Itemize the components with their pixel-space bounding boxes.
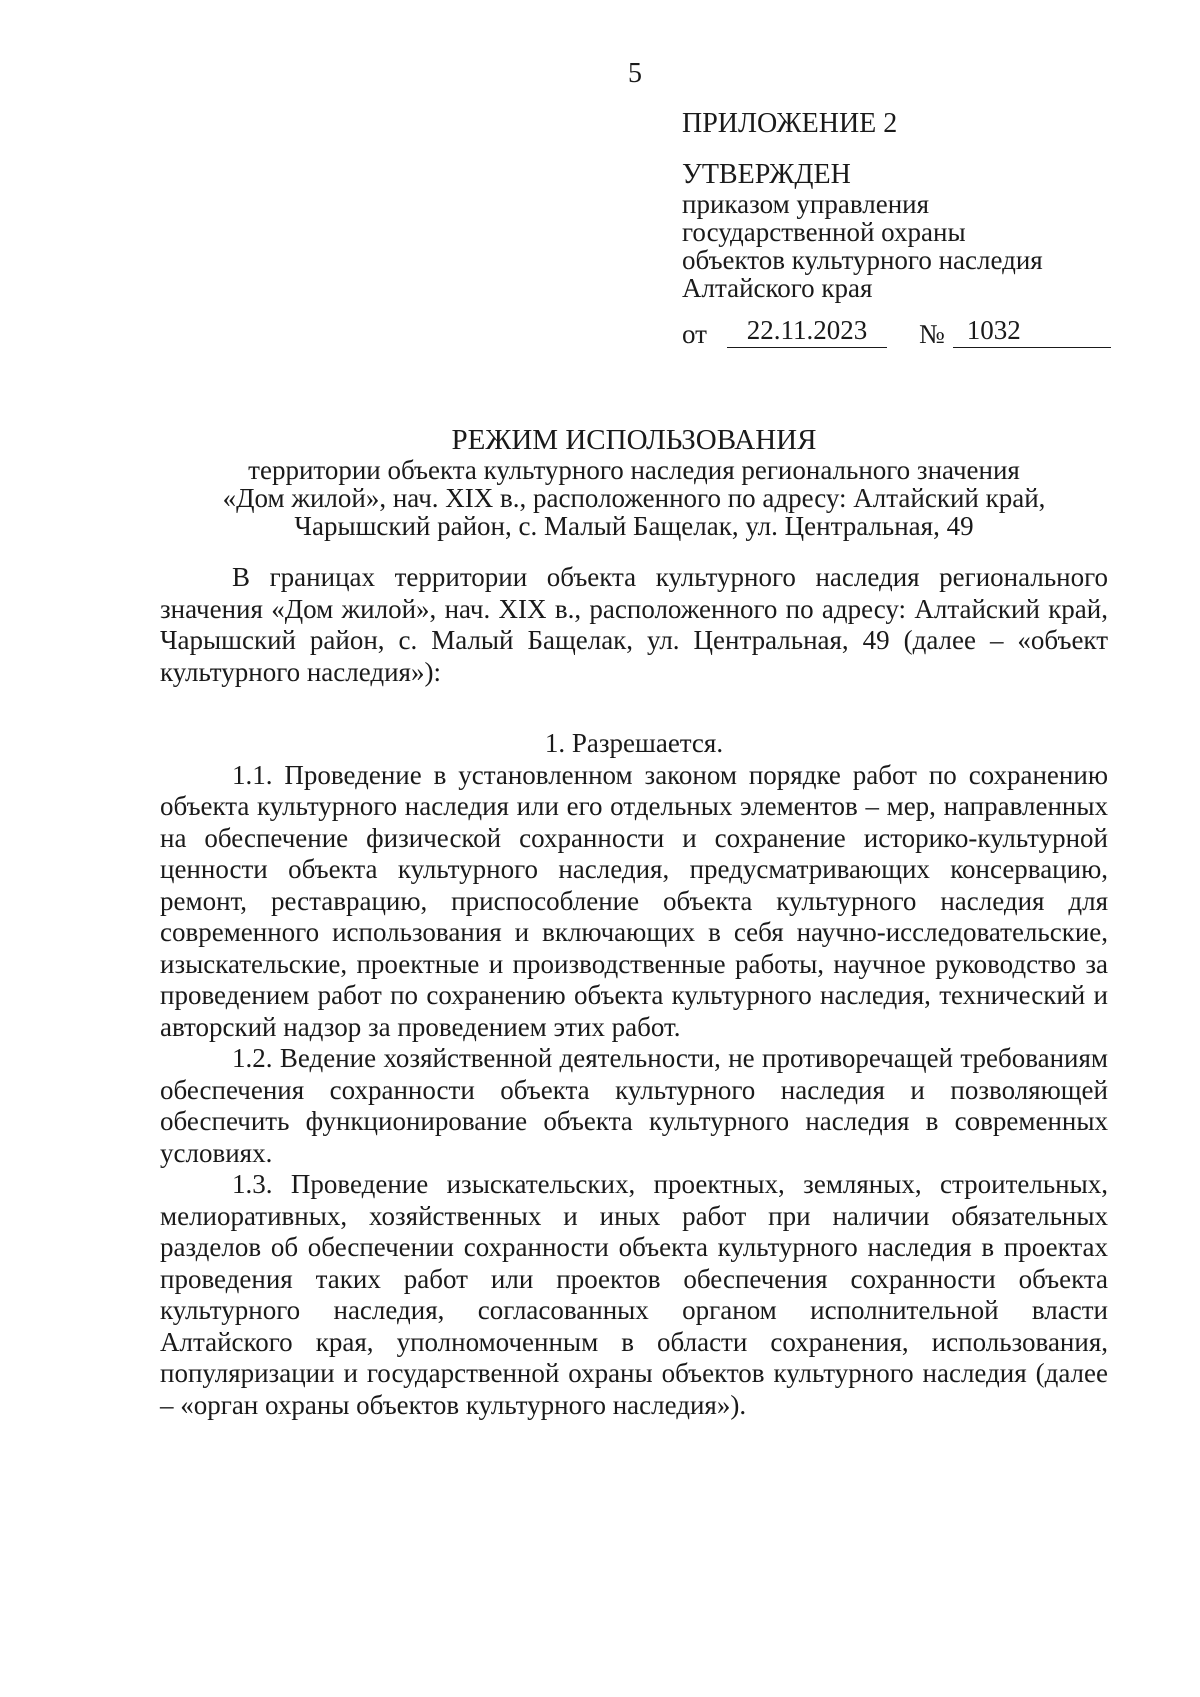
title-line: «Дом жилой», нач. XIX в., расположенного по адресу: Алтайский край, [222,483,1046,513]
approval-line: приказом управления [682,189,930,219]
title-line: Чарышский район, с. Малый Бащелак, ул. Центральная, 49 [294,511,974,541]
number-sign: № [918,319,945,349]
order-date: 22.11.2023 [727,316,887,348]
clause-1-2: 1.2. Ведение хозяйственной деятельности, не противоречащей требованиям обеспечения сохранности объекта культурного наследия и позволяющей обеспечить функционирование объекта культурного наследия в современных условиях. [160,1043,1108,1168]
clause-1-1: 1.1. Проведение в установленном законом порядке работ по сохранению объекта культурного наследия или его отдельных элементов – мер, направленных на обеспечение физической сохранности и сохранение историко-культурной ценности объекта культурного наследия, предусматривающих консервацию, ремонт, реставрацию, приспособление объекта культурного наследия для современного использования и включающих в себя научно-исследовательские, изыскательские, проектные и производственные работы, научное руководство за проведением работ по сохранению объекта культурного наследия, технический и авторский надзор за проведением этих работ. [160,759,1108,1042]
approved-label: УТВЕРЖДЕН [682,159,851,190]
appendix-label: ПРИЛОЖЕНИЕ 2 [682,108,898,139]
page-number: 5 [628,58,642,89]
order-number: 1032 [953,316,1111,348]
approval-line: Алтайского края [682,273,873,303]
from-label: от [682,319,707,349]
title-main: РЕЖИМ ИСПОЛЬЗОВАНИЯ [451,424,817,456]
title-line: территории объекта культурного наследия регионального значения [248,455,1020,485]
section-heading: 1. Разрешается. [544,728,724,758]
intro-paragraph: В границах территории объекта культурного наследия регионального значения «Дом жилой», нач. XIX в., расположенного по адресу: Алтайский край, Чарышский район, с. Малый Бащелак, ул. Центральная, 49 (далее – «объект культурного наследия»): [160,562,1108,687]
order-reference [682,308,1122,348]
approval-block [682,110,1122,348]
document-body [160,562,1108,1421]
approval-line: объектов культурного наследия [682,245,1043,275]
document-title [150,424,1118,540]
clause-1-3: 1.3. Проведение изыскательских, проектных, земляных, строительных, мелиоративных, хозяйственных и иных работ при наличии обязательных разделов об обеспечении сохранности объекта культурного наследия в проектах проведения таких работ или проектов обеспечения сохранности объекта культурного наследия, согласованных органом исполнительной власти Алтайского края, уполномоченным в области сохранения, использования, популяризации и государственной охраны объектов культурного наследия (далее – «орган охраны объектов культурного наследия»). [160,1169,1108,1420]
approval-line: государственной охраны [682,217,966,247]
